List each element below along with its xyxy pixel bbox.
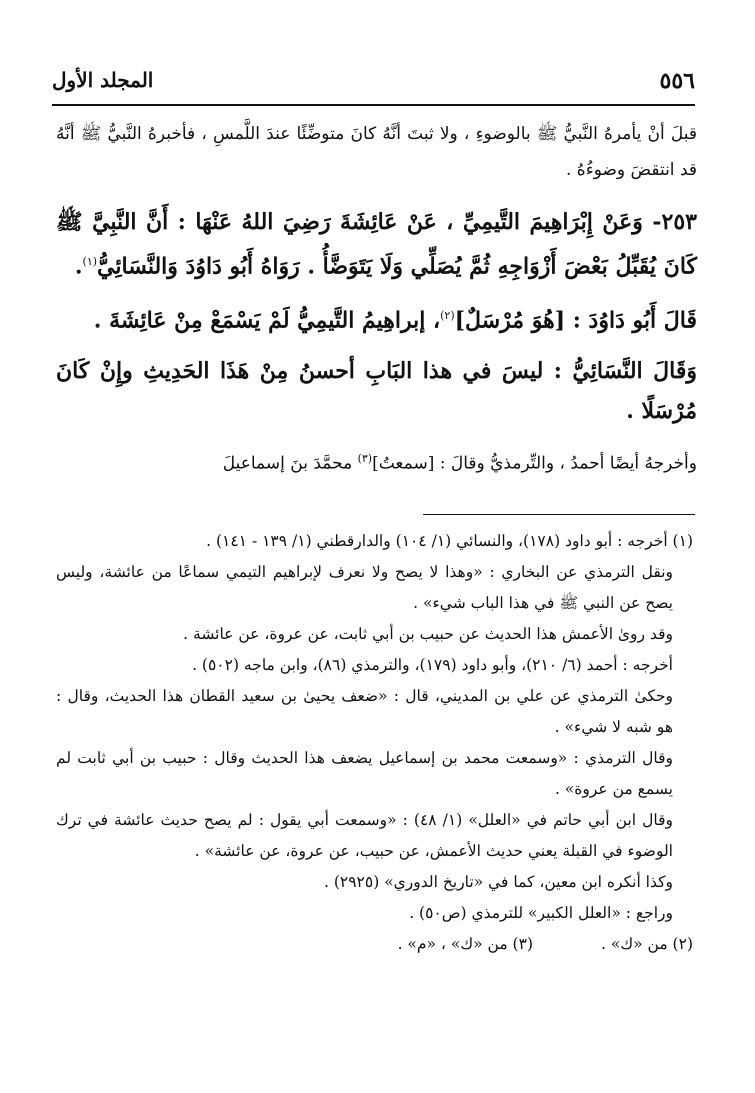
intro-paragraph: قبلَ أنْ يأمرهُ النَّبيُّ ﷺ بالوضوءِ ، ولا ثبتَ أنَّهُ كانَ متوضِّئًا عندَ اللَّمسِ ، فأخبرهُ النَّبيُّ ﷺ أنَّهُ قد انتقضَ وضوءُهُ . (56, 124, 697, 180)
footnote-1-ibn-madini: وحكىٰ الترمذي عن علي بن المديني، قال : «ضعف يحيىٰ بن سعيد القطان هذا الحديث، وقال : هو شبه لا شيء» . (56, 687, 673, 736)
footnote-2: (٢) من «ك» . (601, 935, 693, 953)
page-header (52, 62, 695, 100)
abu-dawud-paragraph (56, 296, 697, 340)
footnote-1-amash: وقد روىٰ الأعمش هذا الحديث عن حبيب بن أبي ثابت، عن عروة، عن عائشة . (183, 625, 673, 643)
footnote-3: (٣) من «ك» ، «م» . (397, 935, 533, 953)
volume-title: المجلد الأول (52, 68, 154, 92)
closing-paragraph (56, 441, 697, 482)
closing-text-b: محمَّدَ بنَ إسماعيلَ (222, 453, 353, 474)
nasai-paragraph: وَقَالَ النَّسَائِيُّ : ليسَ في هذا البَابِ أحسنُ مِنْ هَذَا الحَدِيثِ وإِنْ كَانَ مُرْسَلًا . (56, 357, 697, 424)
footnote-divider (423, 514, 695, 515)
page-number: ٥٥٦ (659, 68, 695, 94)
footnote-ref-1: (١) (82, 255, 98, 268)
hadith-text: ٢٥٣- وَعَنْ إِبْرَاهِيمَ التَّيمِيِّ ، عَنْ عَائِشَةَ رَضِيَ اللهُ عَنْهَا : أَنَّ النَّبِيَّ ﷺ كَانَ يُقَبِّلُ بَعْضَ أَزْوَاجِهِ ثُمَّ يُصَلِّي وَلَا يَتَوَضَّأُ . رَوَاهُ أَبُو دَاوُدَ وَالنَّسَائِيُّ (56, 209, 697, 280)
footnote-ref-3: (٣) (357, 451, 373, 465)
footnote-1-tirmidhi: وقال الترمذي : «وسمعت محمد بن إسماعيل يضعف هذا الحديث وقال : حبيب بن أبي ثابت لم يسمع من عروة» . (56, 749, 673, 798)
footnote-1: (١) أخرجه : أبو داود (١٧٨)، والنسائي (١/ ١٠٤) والدارقطني (١/ ١٣٩ - ١٤١) . (206, 532, 693, 550)
footnote-1-ibn-abi-hatim: وقال ابن أبي حاتم في «العلل» (١/ ٤٨) : «وسمعت أبي يقول : لم يصح حديث عائشة في ترك الوضوء في القبلة يعني حديث الأعمش، عن حبيب، عن عروة، عن عائشة» . (56, 811, 673, 860)
hadith-paragraph: ٢٥٣- وَعَنْ إِبْرَاهِيمَ التَّيمِيِّ ، عَنْ عَائِشَةَ رَضِيَ اللهُ عَنْهَا : أَنَّ النَّبِيَّ ﷺ كَانَ يُقَبِّلُ بَعْضَ أَزْوَاجِهِ ثُمَّ يُصَلِّي وَلَا يَتَوَضَّأُ . رَوَاهُ أَبُو دَاوُدَ وَالنَّسَائِيُّ$^{(١)}$. (56, 209, 697, 280)
footnote-1-bukhari: ونقل الترمذي عن البخاري : «وهذا لا يصح ولا نعرف لإبراهيم التيمي سماعًا من عائشة، وليس يصح عن النبي ﷺ في هذا الباب شيء» . (56, 563, 673, 612)
footnotes (56, 526, 693, 960)
main-text (56, 116, 697, 481)
footnote-1-takhrij: أخرجه : أحمد (٦/ ٢١٠)، وأبو داود (١٧٩)، والترمذي (٨٦)، وابن ماجه (٥٠٢) . (192, 656, 673, 674)
abu-dawud-text-a: قَالَ أَبُو دَاوُدَ : [هُوَ مُرْسَلٌ] (454, 307, 697, 334)
closing-text-a: وأخرجهُ أيضًا أحمدُ ، والتِّرمذيُّ وقالَ : [سمعتُ] (372, 453, 697, 474)
footnote-1-see-also: وراجع : «العلل الكبير» للترمذي (ص٥٠) . (409, 904, 673, 922)
footnote-ref-2: (٢) (440, 309, 455, 323)
footnotes-2-3 (56, 929, 693, 960)
abu-dawud-text-b: ، إبراهِيمُ التَّيمِيُّ لَمْ يَسْمَعْ مِنْ عَائِشَةَ . (93, 307, 441, 334)
footnote-1-ibn-main: وكذا أنكره ابن معين، كما في «تاريخ الدوري» (٢٩٢٥) . (324, 873, 673, 891)
header-divider (52, 104, 695, 106)
